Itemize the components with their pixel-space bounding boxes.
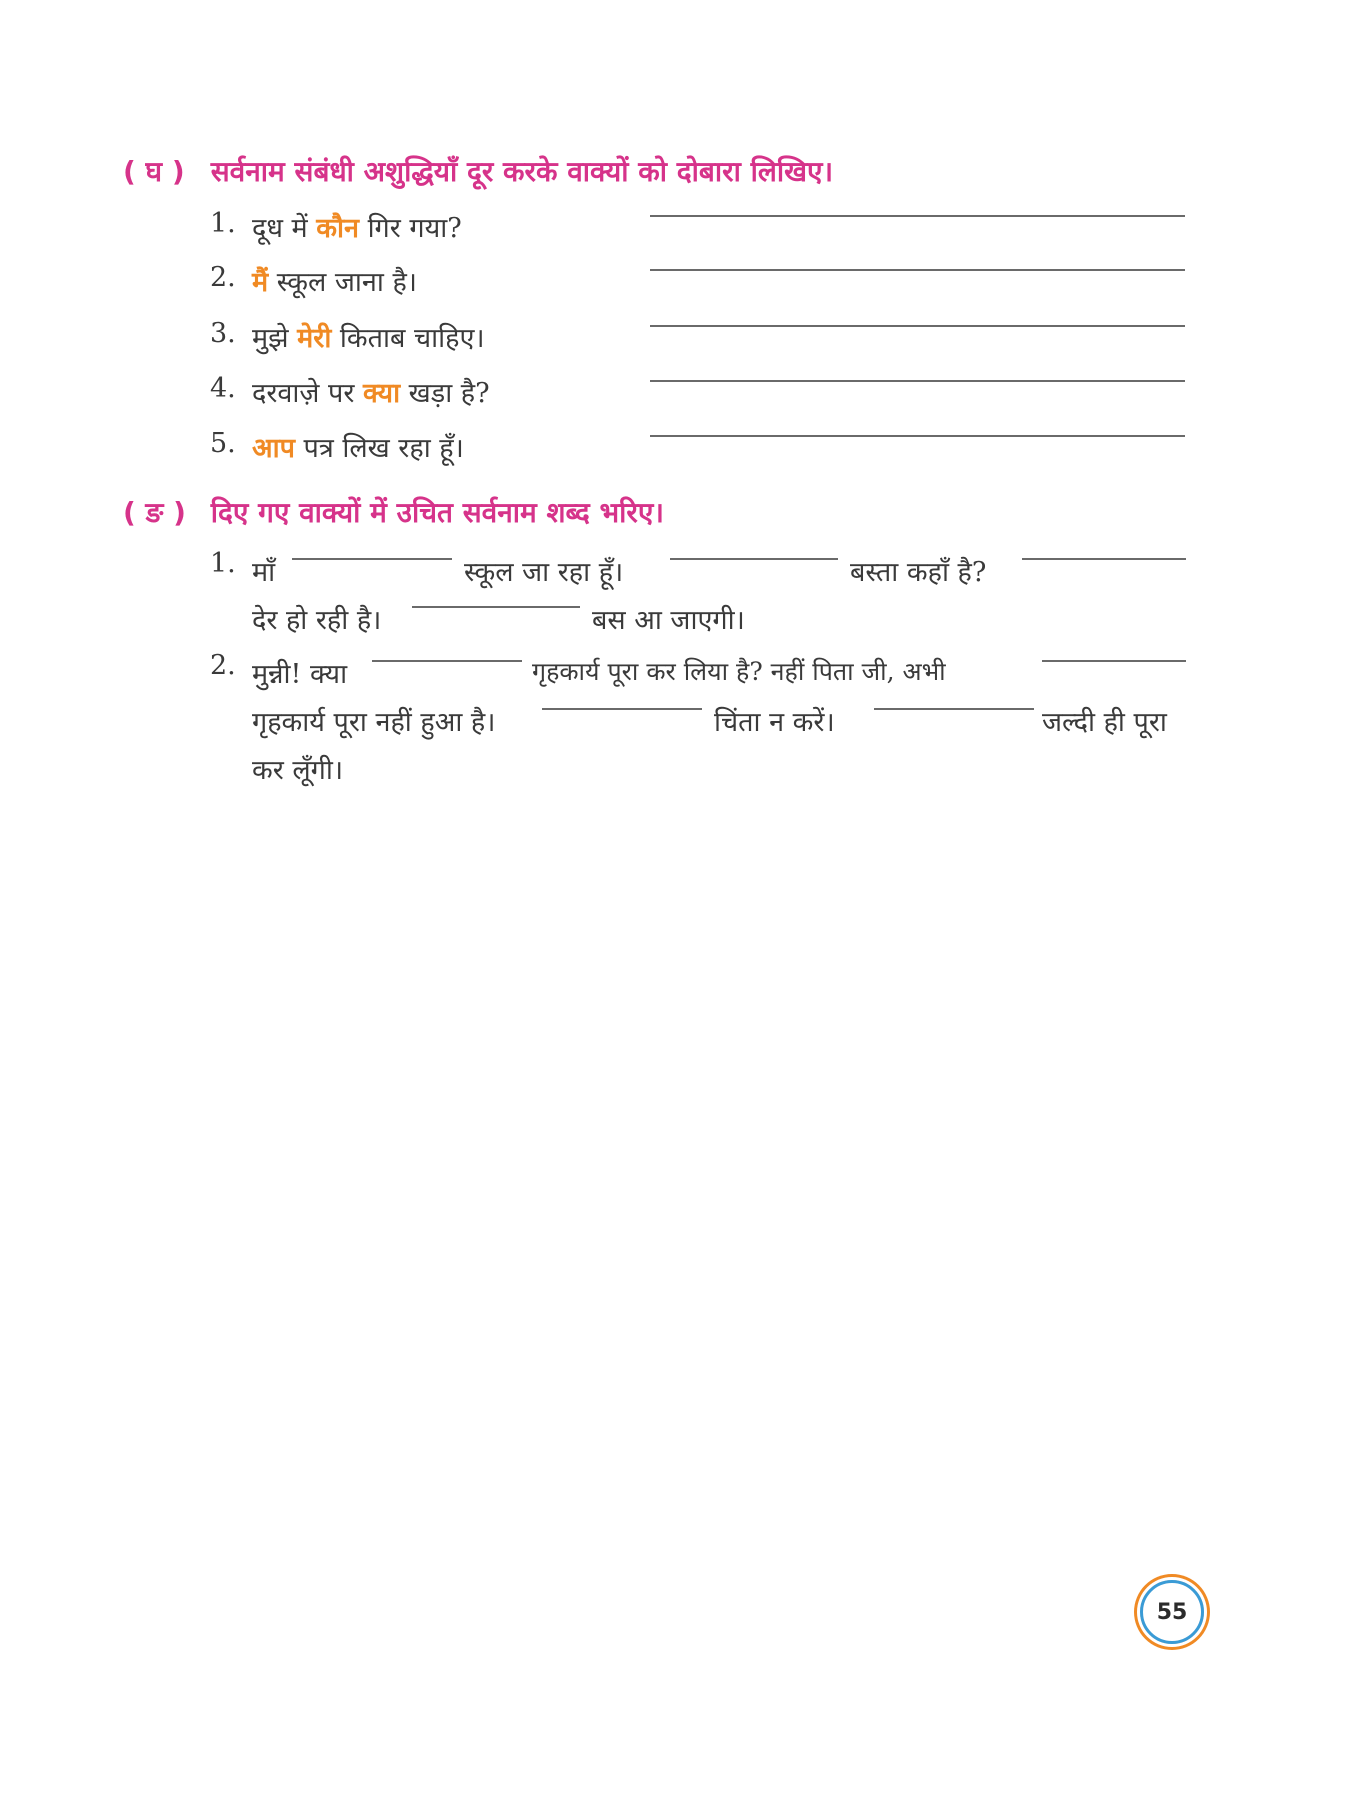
fill-line [252, 746, 982, 790]
highlighted-word: आप [252, 433, 295, 464]
highlighted-word: क्या [362, 378, 401, 409]
item-number: 2. [210, 650, 236, 681]
list-item [210, 318, 1190, 358]
item-number: 3. [210, 318, 236, 349]
list-item [210, 428, 1190, 468]
highlighted-word: कौन [316, 213, 359, 244]
blank-line[interactable] [372, 660, 522, 662]
sentence-text: चिंता न करें। [714, 707, 835, 738]
answer-line[interactable] [650, 215, 1185, 217]
sentence-text: जल्दी ही पूरा [1042, 707, 1167, 738]
item-sentence [252, 262, 417, 299]
answer-line[interactable] [650, 380, 1185, 382]
list-item [210, 262, 1190, 302]
sentence-text: गृहकार्य पूरा कर लिया है? नहीं पिता जी, अभी [532, 657, 946, 686]
sentence-text: मुन्नी! क्या [252, 659, 348, 690]
section-gh-heading [123, 152, 833, 190]
sentence-text: माँ [252, 557, 276, 588]
fill-line [252, 596, 982, 640]
item-number: 2. [210, 262, 236, 293]
item-sentence [252, 428, 464, 465]
fill-line [252, 548, 987, 592]
fill-line [252, 698, 1167, 742]
blank-line[interactable] [292, 558, 452, 560]
section-title: सर्वनाम संबंधी अशुद्धियाँ दूर करके वाक्यों को दोबारा लिखिए। [210, 155, 834, 188]
highlighted-word: मेरी [297, 323, 332, 354]
answer-line[interactable] [650, 269, 1185, 271]
blank-line[interactable] [1042, 660, 1186, 662]
answer-line[interactable] [650, 435, 1185, 437]
answer-line[interactable] [650, 325, 1185, 327]
blank-line[interactable] [1022, 558, 1186, 560]
sentence-text: गृहकार्य पूरा नहीं हुआ है। [252, 707, 496, 738]
sentence-text: गिर गया? [358, 213, 462, 244]
list-item [210, 373, 1190, 413]
item-number: 5. [210, 428, 236, 459]
list-item [210, 208, 1190, 248]
page-number-badge [1140, 1580, 1204, 1644]
blank-line[interactable] [542, 708, 702, 710]
sentence-text: कर लूँगी। [252, 755, 344, 786]
blank-line[interactable] [412, 606, 580, 608]
sentence-text: खड़ा है? [400, 378, 490, 409]
item-number: 1. [210, 208, 236, 239]
item-sentence [252, 373, 490, 410]
item-number: 1. [210, 548, 236, 579]
item-sentence [252, 208, 462, 245]
section-marker: ( ङ ) [123, 496, 186, 529]
sentence-text: मुझे [252, 323, 298, 354]
sentence-text: पत्र लिख रहा हूँ। [294, 433, 464, 464]
sentence-text: दूध में [252, 213, 317, 244]
sentence-text: स्कूल जा रहा हूँ। [464, 557, 624, 588]
section-title: दिए गए वाक्यों में उचित सर्वनाम शब्द भरिए। [210, 496, 664, 529]
sentence-text: किताब चाहिए। [331, 323, 485, 354]
sentence-text: स्कूल जाना है। [268, 267, 418, 298]
item-sentence [252, 318, 485, 355]
item-number: 4. [210, 373, 236, 404]
fill-line [252, 650, 982, 694]
page-number: 55 [1156, 1599, 1188, 1625]
sentence-text: बस आ जाएगी। [592, 605, 745, 636]
blank-line[interactable] [670, 558, 838, 560]
sentence-text: दरवाज़े पर [252, 378, 363, 409]
section-ng-heading [123, 493, 664, 531]
blank-line[interactable] [874, 708, 1034, 710]
highlighted-word: मैं [252, 267, 269, 298]
section-marker: ( घ ) [123, 155, 185, 188]
sentence-text: बस्ता कहाँ है? [850, 557, 987, 588]
sentence-text: देर हो रही है। [252, 605, 382, 636]
